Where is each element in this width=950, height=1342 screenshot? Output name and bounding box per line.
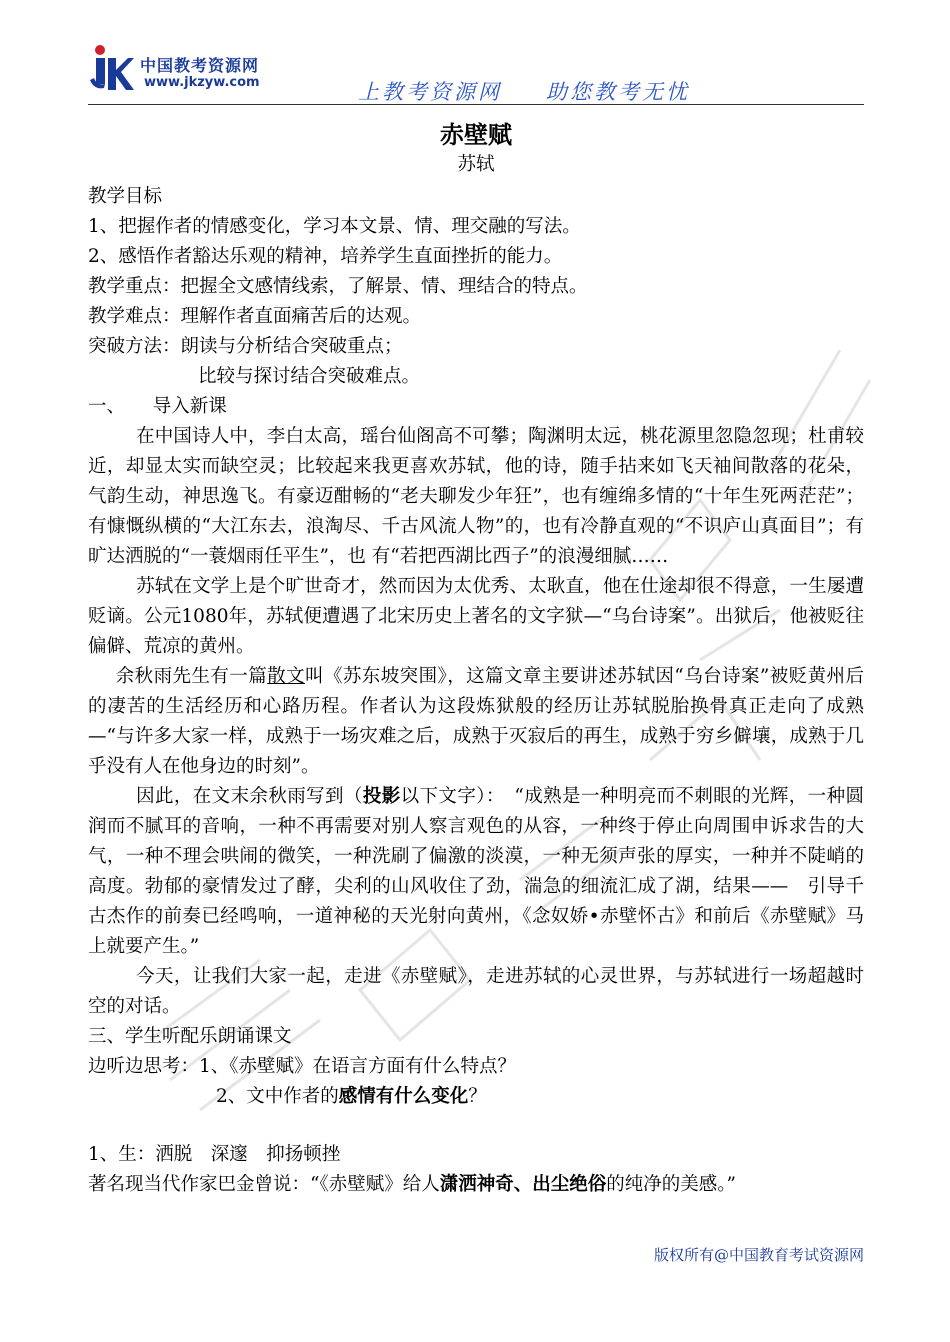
slogan-right: 助您教考无忧 [546,80,690,104]
jk-logo-icon [88,44,134,94]
question-line: 2、文中作者的感情有什么变化？ [216,1086,487,1107]
underlined-term: 散文 [267,666,306,687]
difficulty: 教学难点：理解作者直面痛苦后的达观。 [88,306,422,327]
method-line: 突破方法：朗读与分析结合突破重点； [88,336,403,357]
paragraph: 余秋雨先生有一篇散文叫《苏东坡突围》，这篇文章主要讲述苏轼因“乌台诗案”被贬黄州后的凄苦的生活经历和心路历程。作者认为这段炼狱般的经历让苏轼脱胎换骨真正走向了成熟—“与许多大家一样，成熟于一场灾难之后，成熟于灭寂后的再生，成熟于穷乡僻壤，成熟于几乎没有人在他身边的时刻”。 [88,666,864,777]
question-line: 边听边思考：1、《赤壁赋》在语言方面有什么特点？ [88,1056,517,1077]
site-url[interactable]: www.jkzyw.com [144,75,260,90]
key-point: 教学重点：把握全文感情线索，了解景、情、理结合的特点。 [88,276,588,297]
method-line: 比较与探讨结合突破难点。 [198,366,421,387]
objective-item: 2、感悟作者豁达乐观的精神，培养学生直面挫折的能力。 [88,246,563,267]
objectives-heading: 教学目标 [88,186,163,207]
paragraph: 在中国诗人中，李白太高，瑶台仙阁高不可攀；陶渊明太远，桃花源里忽隐忽现；杜甫较近，却显太实而缺空灵；比较起来我更喜欢苏轼，他的诗，随手拈来如飞天袖间散落的花朵，气韵生动，神思逸飞。有豪迈酣畅的“老夫聊发少年狂”，也有缠绵多情的“十年生死两茫茫”；有慷慨纵横的“大江东去，浪淘尽、千古风流人物”的，也有冷静直观的“不识庐山真面目”；有旷达洒脱的“一蓑烟雨任平生”，也 有“若把西湖比西子”的浪漫细腻…… [88,426,864,567]
bold-term: 感情有什么变化 [338,1086,469,1107]
paragraph: 因此，在文末余秋雨写到（投影以下文字）： “成熟是一种明亮而不刺眼的光辉，一种圆润而不腻耳的音响，一种不再需要对别人察言观色的从容，一种终于停止向周围申诉求告的大气，一种不理会哄闹的微笑，一种洗刷了偏激的淡漠，一种无须声张的厚实，一种并不陡峭的高度。勃郁的豪情发过了酵，尖利的山风收住了劲，湍急的细流汇成了湖，结果—— 引导千古杰作的前奏已经鸣响，一道神秘的天光射向黄州，《念奴娇•赤壁怀古》和前后《赤壁赋》马上就要产生。” [88,786,864,957]
spacer [88,1112,864,1140]
slogan-left: 上教考资源网 [358,80,502,104]
page-header [88,38,864,106]
quote-line: 著名现当代作家巴金曾说：“《赤壁赋》给人潇洒神奇、出尘绝俗的纯净的美感。” [88,1174,736,1195]
answer-line: 1、生：洒脱 深邃 抑扬顿挫 [88,1144,341,1165]
paragraph: 苏轼在文学上是个旷世奇才，然而因为太优秀、太耿直，他在仕途却很不得意，一生屡遭贬谪。公元1080年，苏轼便遭遇了北宋历史上著名的文字狱—“乌台诗案”。出狱后，他被贬往偏僻、荒凉的黄州。 [88,576,864,657]
page-title: 赤壁赋 [440,121,512,149]
document-body [88,118,864,1200]
slogan [358,76,690,106]
objective-item: 1、把握作者的情感变化，学习本文景、情、理交融的写法。 [88,216,581,237]
site-name: 中国教考资源网 [140,56,260,75]
section-heading: 一、 导入新课 [88,396,227,417]
bold-term: 潇洒神奇、出尘绝俗 [439,1174,607,1195]
section-heading: 三、学生听配乐朗诵课文 [88,1026,292,1047]
paragraph: 今天，让我们大家一起，走进《赤壁赋》，走进苏轼的心灵世界，与苏轼进行一场超越时空的对话。 [88,966,864,1017]
footer-copyright: 版权所有@中国教育考试资源网 [653,1246,864,1264]
author: 苏轼 [457,154,495,175]
header-divider [88,104,864,105]
bold-term: 投影 [362,786,401,807]
